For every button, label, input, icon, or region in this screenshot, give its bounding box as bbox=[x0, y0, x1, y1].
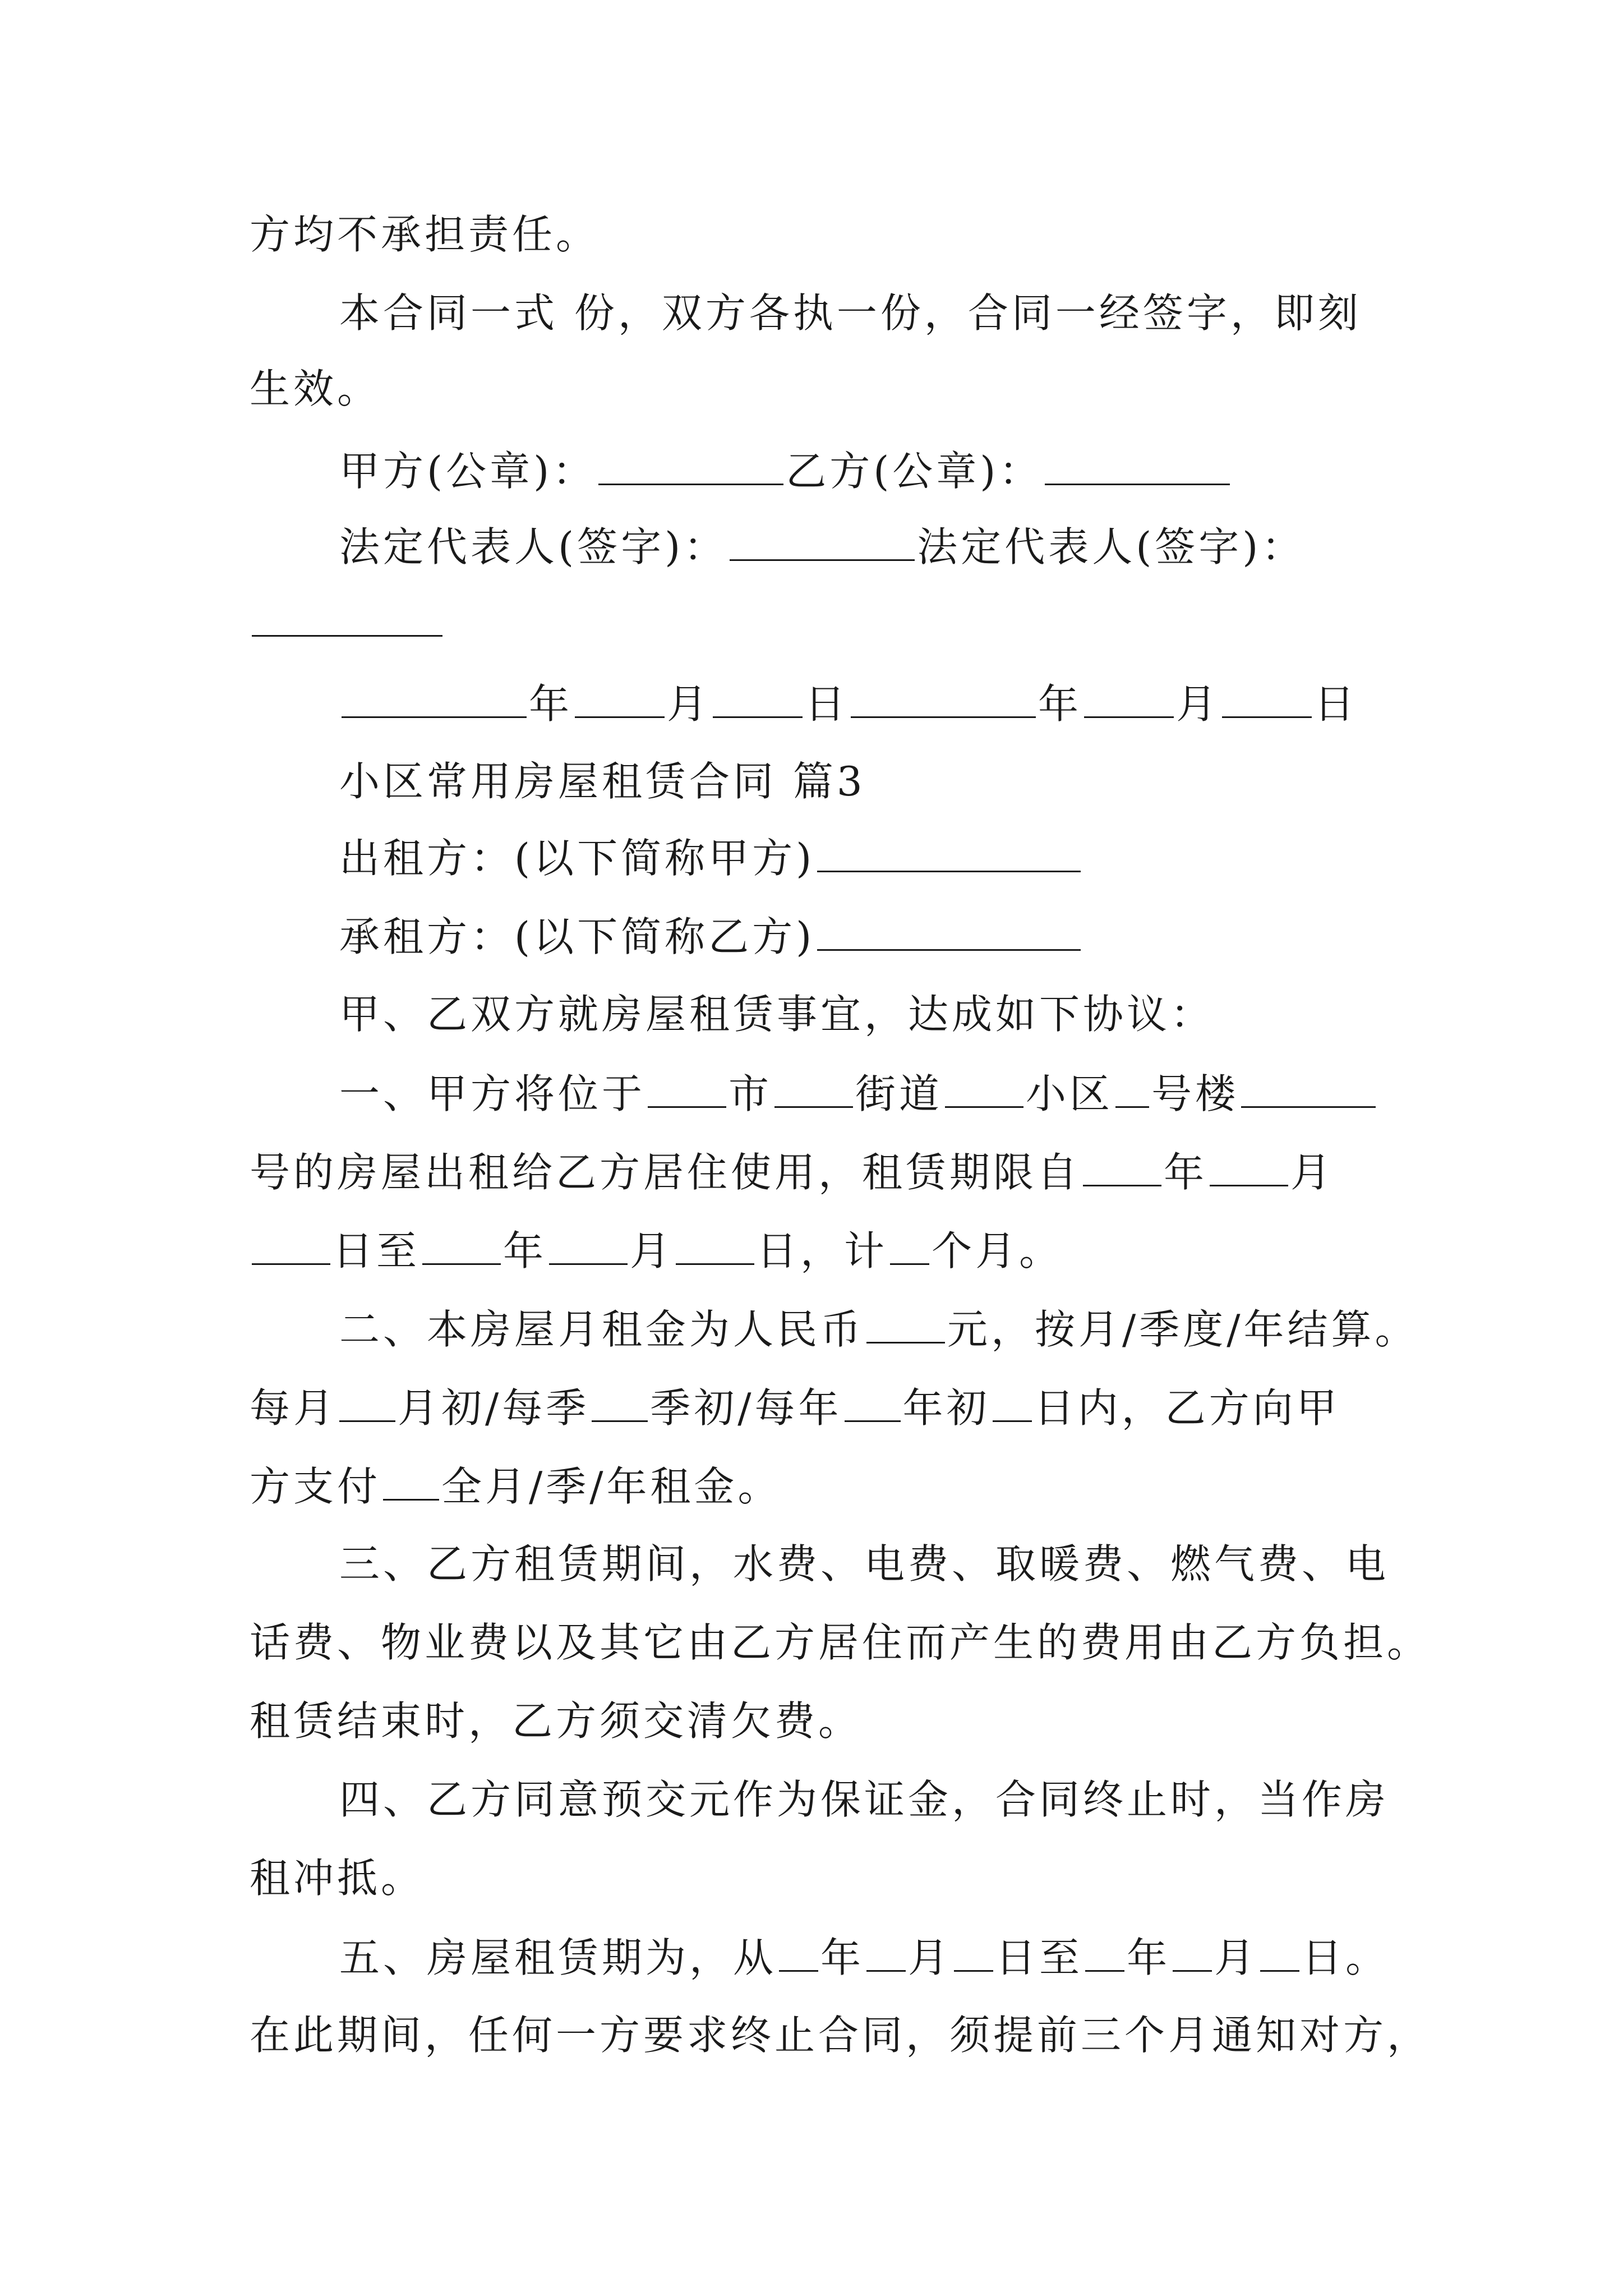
text: 年初 bbox=[902, 1384, 990, 1432]
text: 月初/每季 bbox=[398, 1384, 590, 1432]
text: 年 bbox=[820, 1934, 865, 1981]
text: 租赁结束时，乙方须交清欠费。 bbox=[250, 1697, 863, 1745]
text: 日，计 bbox=[757, 1227, 888, 1274]
text: 四、乙方同意预交元作为保证金，合同终止时，当作房 bbox=[339, 1776, 1390, 1823]
blank-field bbox=[598, 443, 783, 485]
clause-2-line-1 bbox=[339, 1301, 1495, 1355]
clause-1-line-1 bbox=[339, 1066, 1495, 1120]
text: 年 bbox=[1038, 680, 1082, 728]
clause-4-line-2 bbox=[250, 1851, 1405, 1905]
agreement-intro bbox=[339, 987, 1495, 1041]
blank-field bbox=[1222, 676, 1312, 718]
signature-blank-line bbox=[250, 595, 1405, 648]
text: 在此期间，任何一方要求终止合同，须提前三个月通知对方， bbox=[250, 2012, 1431, 2059]
text: 日 bbox=[805, 680, 849, 728]
blank-field bbox=[252, 595, 442, 637]
lessor-line bbox=[339, 830, 1495, 884]
text: 日内，乙方向甲 bbox=[1034, 1384, 1340, 1432]
signature-line bbox=[339, 519, 1495, 573]
blank-field bbox=[1085, 1930, 1124, 1972]
blank-field bbox=[648, 1066, 726, 1108]
party-b-representative-label: 法定代表人(签字)： bbox=[917, 523, 1306, 570]
blank-field bbox=[1210, 1144, 1288, 1186]
text: 日。 bbox=[1302, 1934, 1390, 1981]
clause-5-line-1 bbox=[339, 1930, 1495, 1984]
blank-field bbox=[1260, 1930, 1299, 1972]
text: 月 bbox=[667, 680, 711, 728]
blank-field bbox=[549, 1223, 628, 1265]
text: 话费、物业费以及其它由乙方居住而产生的费用由乙方负担。 bbox=[250, 1619, 1431, 1666]
blank-field bbox=[383, 1458, 439, 1501]
text: 月 bbox=[630, 1227, 674, 1274]
lessee-line bbox=[339, 909, 1495, 963]
blank-field bbox=[890, 1223, 929, 1265]
text: 租冲抵。 bbox=[250, 1855, 425, 1902]
text: 三、乙方租赁期间，水费、电费、取暖费、燃气费、电 bbox=[339, 1540, 1390, 1588]
blank-field bbox=[339, 1380, 395, 1422]
clause-2-line-3 bbox=[250, 1458, 1405, 1512]
clause-3-line-1 bbox=[339, 1537, 1495, 1591]
text: 五、房屋租赁期为，从 bbox=[339, 1934, 777, 1981]
blank-field bbox=[1173, 1930, 1212, 1972]
blank-field bbox=[851, 676, 1036, 718]
text: 元，按月/季度/年结算。 bbox=[947, 1306, 1419, 1353]
blank-field bbox=[817, 909, 1081, 951]
clause-4-line-1 bbox=[339, 1773, 1495, 1826]
blank-field bbox=[1083, 1144, 1161, 1186]
text: 月 bbox=[1214, 1934, 1258, 1981]
clause-3-line-2 bbox=[250, 1616, 1431, 1669]
text: 季初/每年 bbox=[650, 1384, 842, 1432]
clause-2-line-2 bbox=[250, 1380, 1405, 1434]
text: 方支付 bbox=[250, 1463, 381, 1510]
text-line-3 bbox=[250, 362, 1405, 416]
blank-field bbox=[866, 1930, 906, 1972]
text-line-2 bbox=[339, 286, 1495, 340]
text: 出租方：(以下简称甲方) bbox=[339, 835, 815, 882]
text: 小区常用房屋租赁合同 篇3 bbox=[339, 758, 866, 805]
blank-field bbox=[845, 1380, 901, 1422]
text: 年 bbox=[503, 1227, 547, 1274]
party-a-seal-label: 甲方(公章)： bbox=[339, 448, 597, 495]
blank-field bbox=[575, 676, 665, 718]
blank-field bbox=[779, 1930, 818, 1972]
text: 本合同一式 份，双方各执一份，合同一经签字，即刻 bbox=[339, 289, 1362, 337]
blank-field bbox=[1084, 676, 1174, 718]
blank-field bbox=[954, 1930, 993, 1972]
text: 月 bbox=[1176, 680, 1220, 728]
text: 月 bbox=[908, 1934, 952, 1981]
text: 全月/季/年租金。 bbox=[441, 1463, 782, 1510]
text: 二、本房屋月租金为人民币 bbox=[339, 1306, 865, 1353]
text: 一、甲方将位于 bbox=[339, 1070, 646, 1117]
blank-field bbox=[342, 676, 527, 718]
blank-field bbox=[993, 1380, 1032, 1422]
text: 每月 bbox=[250, 1384, 338, 1432]
clause-1-line-3 bbox=[250, 1223, 1405, 1277]
party-b-seal-label: 乙方(公章)： bbox=[786, 448, 1043, 495]
text-line-1 bbox=[250, 208, 1405, 261]
text: 方均不承担责任。 bbox=[250, 211, 600, 258]
text: 市 bbox=[728, 1070, 773, 1117]
text: 街道 bbox=[855, 1070, 943, 1117]
text: 日至 bbox=[995, 1934, 1083, 1981]
seal-line bbox=[339, 443, 1495, 497]
text: 月 bbox=[1290, 1149, 1335, 1196]
clause-3-line-3 bbox=[250, 1694, 1405, 1748]
text: 小区 bbox=[1026, 1070, 1114, 1117]
blank-field bbox=[866, 1301, 945, 1343]
blank-field bbox=[817, 830, 1081, 872]
blank-field bbox=[676, 1223, 754, 1265]
text: 甲、乙双方就房屋租赁事宜，达成如下协议： bbox=[339, 991, 1215, 1038]
blank-field bbox=[592, 1380, 648, 1422]
text: 个月。 bbox=[932, 1227, 1063, 1274]
text: 年 bbox=[1127, 1934, 1171, 1981]
text: 日 bbox=[1314, 680, 1358, 728]
text: 年 bbox=[1164, 1149, 1208, 1196]
section-title bbox=[339, 754, 1495, 808]
party-a-representative-label: 法定代表人(签字)： bbox=[339, 523, 728, 570]
blank-field bbox=[945, 1066, 1023, 1108]
text: 承租方：(以下简称乙方) bbox=[339, 913, 815, 960]
text: 生效。 bbox=[250, 365, 381, 412]
text: 号的房屋出租给乙方居住使用，租赁期限自 bbox=[250, 1149, 1081, 1196]
text: 日至 bbox=[333, 1227, 421, 1274]
blank-field bbox=[422, 1223, 501, 1265]
text: 号楼 bbox=[1151, 1070, 1239, 1117]
blank-field bbox=[1241, 1066, 1376, 1108]
clause-5-line-2 bbox=[250, 2008, 1431, 2062]
blank-field bbox=[713, 676, 803, 718]
text: 年 bbox=[529, 680, 573, 728]
blank-field bbox=[774, 1066, 853, 1108]
blank-field bbox=[1045, 443, 1230, 485]
date-line bbox=[339, 676, 1495, 730]
blank-field bbox=[1115, 1066, 1149, 1108]
blank-field bbox=[252, 1223, 330, 1265]
blank-field bbox=[730, 519, 915, 561]
clause-1-line-2 bbox=[250, 1144, 1405, 1198]
